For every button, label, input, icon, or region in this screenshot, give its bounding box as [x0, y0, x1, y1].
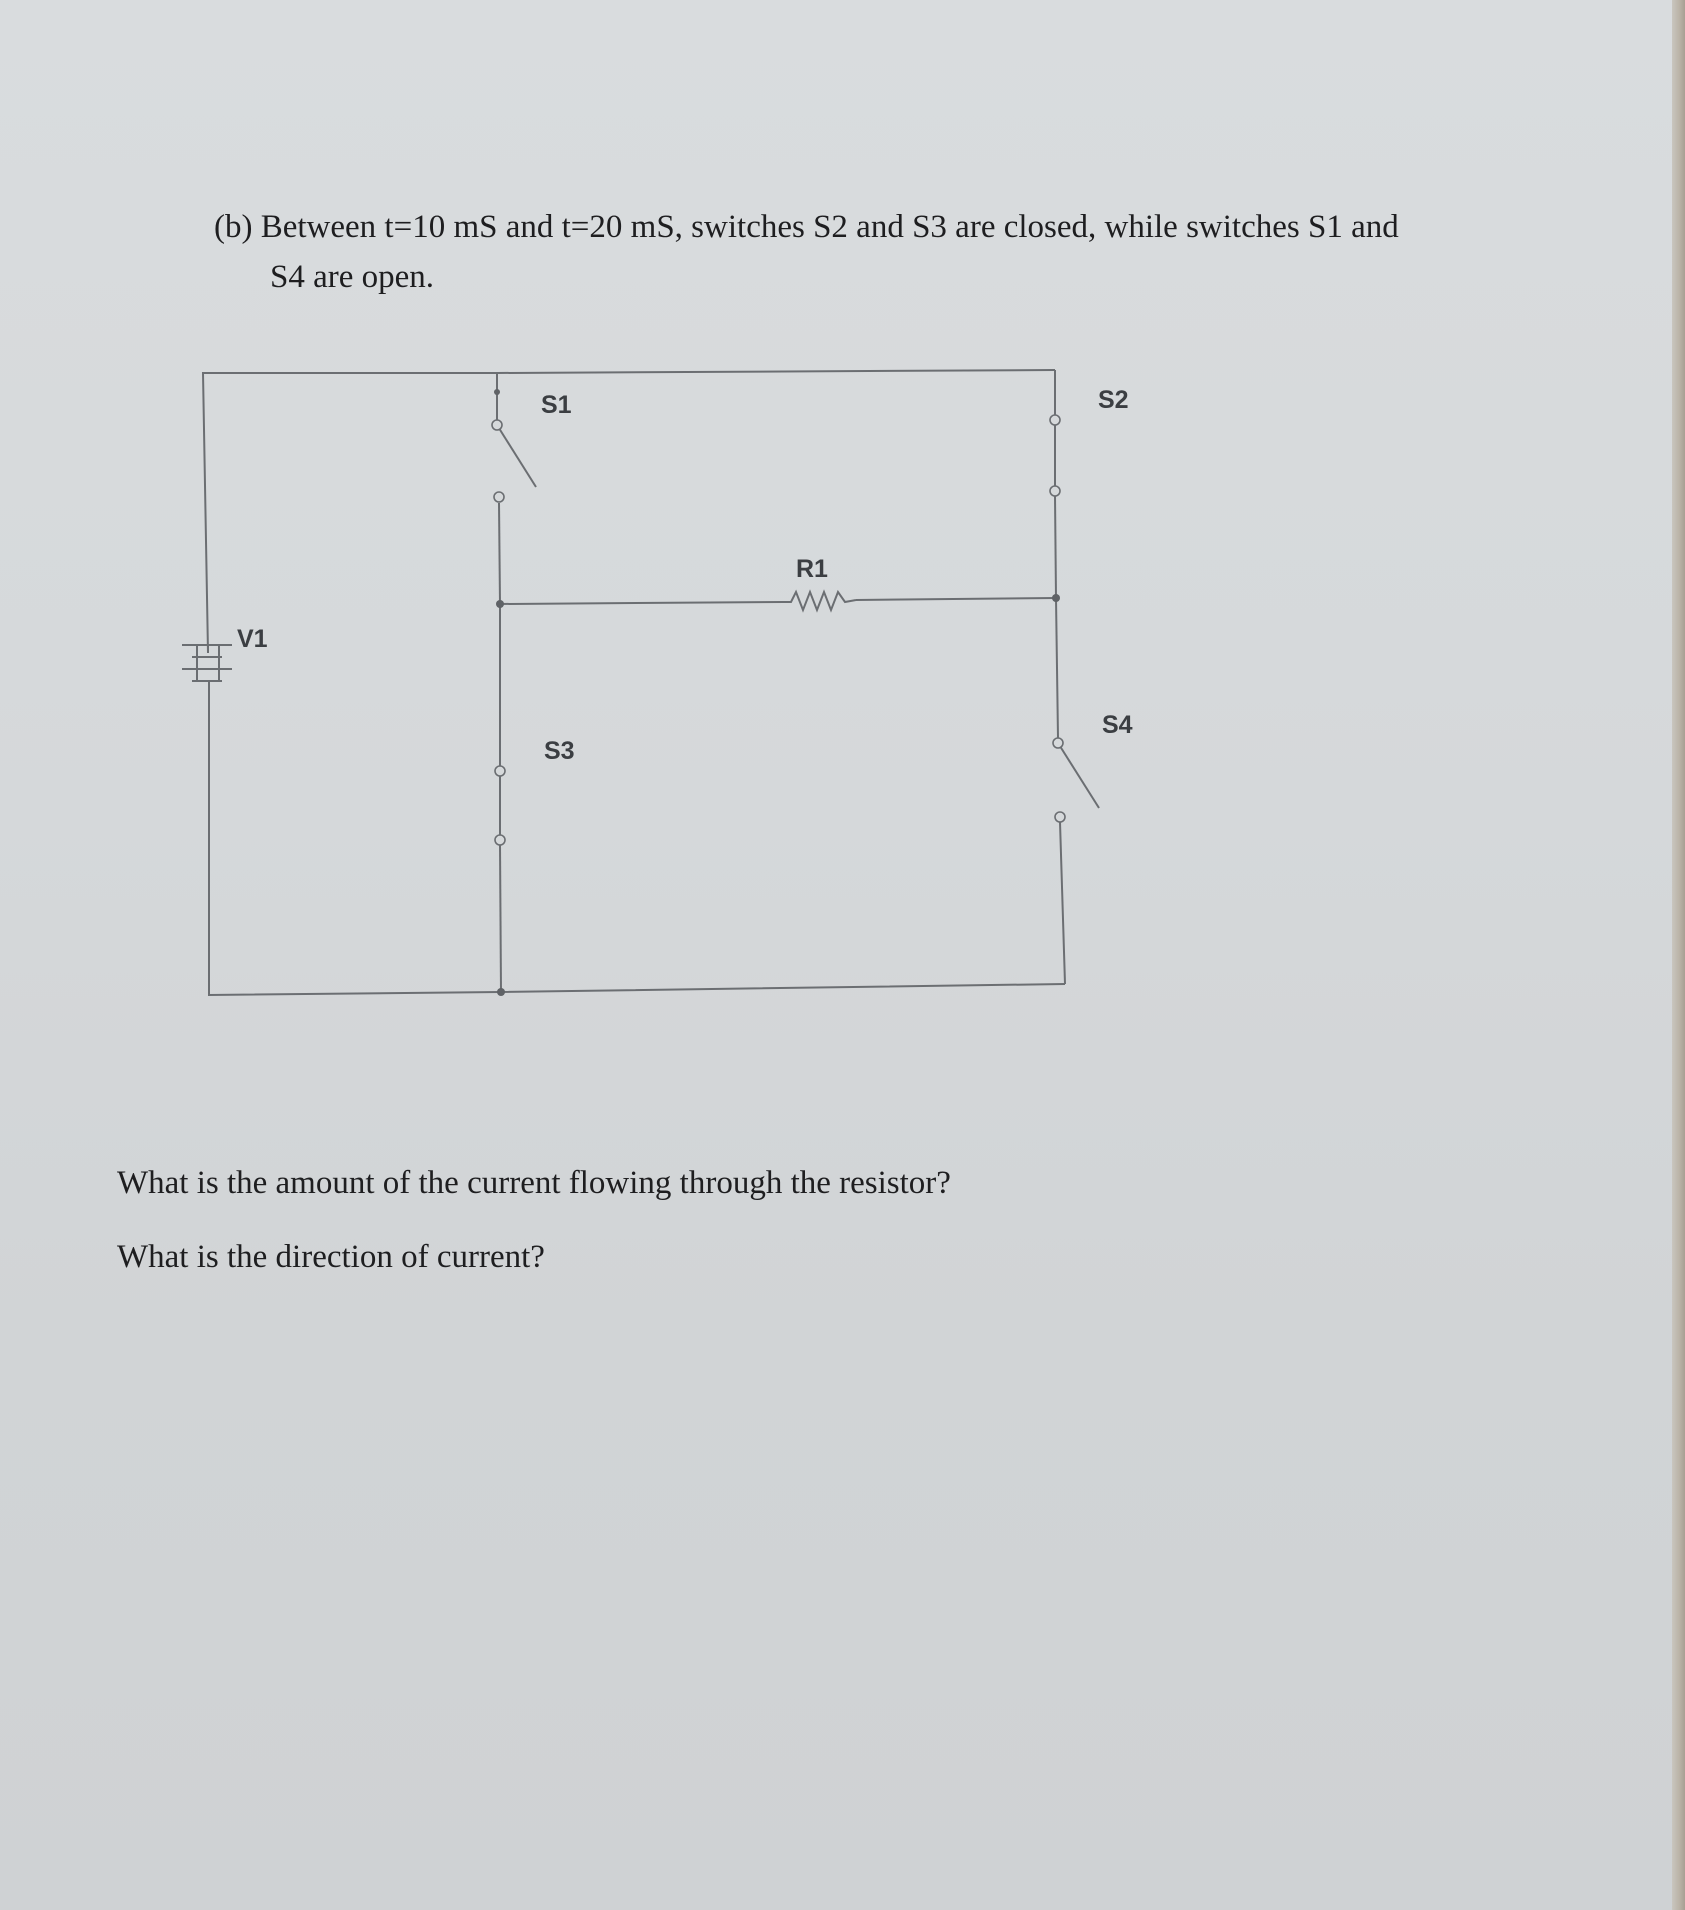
- switch-s3-label: S3: [544, 737, 575, 765]
- wire-s2-lower: [1055, 496, 1056, 598]
- junction-bottom-middle: [497, 988, 505, 996]
- problem-statement-line-2: S4 are open.: [270, 259, 435, 295]
- junction-right-middle: [1052, 594, 1060, 602]
- wire-middle-left: [500, 602, 783, 604]
- switch-s2-symbol: [1050, 415, 1060, 496]
- question-current-direction: What is the direction of current?: [117, 1239, 545, 1275]
- switch-s1-terminal-top: [492, 420, 502, 430]
- switch-s1-blade: [497, 425, 536, 487]
- wires: [203, 370, 1065, 995]
- wire-bottom: [209, 698, 1065, 995]
- switch-s2-terminal-bottom: [1050, 486, 1060, 496]
- resistor-r1-zigzag: [783, 592, 856, 610]
- wire-s1-lower: [499, 503, 500, 604]
- switch-s4-blade: [1058, 743, 1099, 808]
- switch-s4-symbol: [1053, 738, 1099, 822]
- resistor-label: R1: [796, 555, 828, 583]
- switch-s4-label: S4: [1102, 711, 1133, 739]
- switch-s2-label: S2: [1098, 386, 1129, 414]
- wire-s3-lower: [500, 845, 501, 992]
- switch-s3-symbol: [495, 766, 505, 845]
- wire-top: [497, 370, 1055, 373]
- switch-s1-symbol: [492, 389, 536, 502]
- battery-v1-symbol: [182, 645, 232, 700]
- wire-middle-right: [856, 598, 1056, 600]
- battery-label: V1: [237, 625, 268, 653]
- question-current-amount: What is the amount of the current flowing through the resistor?: [117, 1165, 951, 1201]
- switch-s1-terminal-bottom: [494, 492, 504, 502]
- switch-s2-terminal-top: [1050, 415, 1060, 425]
- junction-left-middle: [496, 600, 504, 608]
- switch-s1-node-top: [494, 389, 500, 395]
- switch-s4-terminal-top: [1053, 738, 1063, 748]
- wire-s4-lower: [1060, 822, 1065, 984]
- switch-s3-terminal-top: [495, 766, 505, 776]
- switch-s1-label: S1: [541, 391, 572, 419]
- wire-s4-upper: [1056, 598, 1058, 738]
- switch-s4-terminal-bottom: [1055, 812, 1065, 822]
- junction-nodes: [496, 594, 1060, 996]
- resistor-r1-symbol: [783, 592, 856, 610]
- problem-statement-line-1: (b) Between t=10 mS and t=20 mS, switches S2 and S3 are closed, while switches S1 and: [214, 209, 1399, 245]
- switch-s3-terminal-bottom: [495, 835, 505, 845]
- wire-top-left: [203, 373, 497, 653]
